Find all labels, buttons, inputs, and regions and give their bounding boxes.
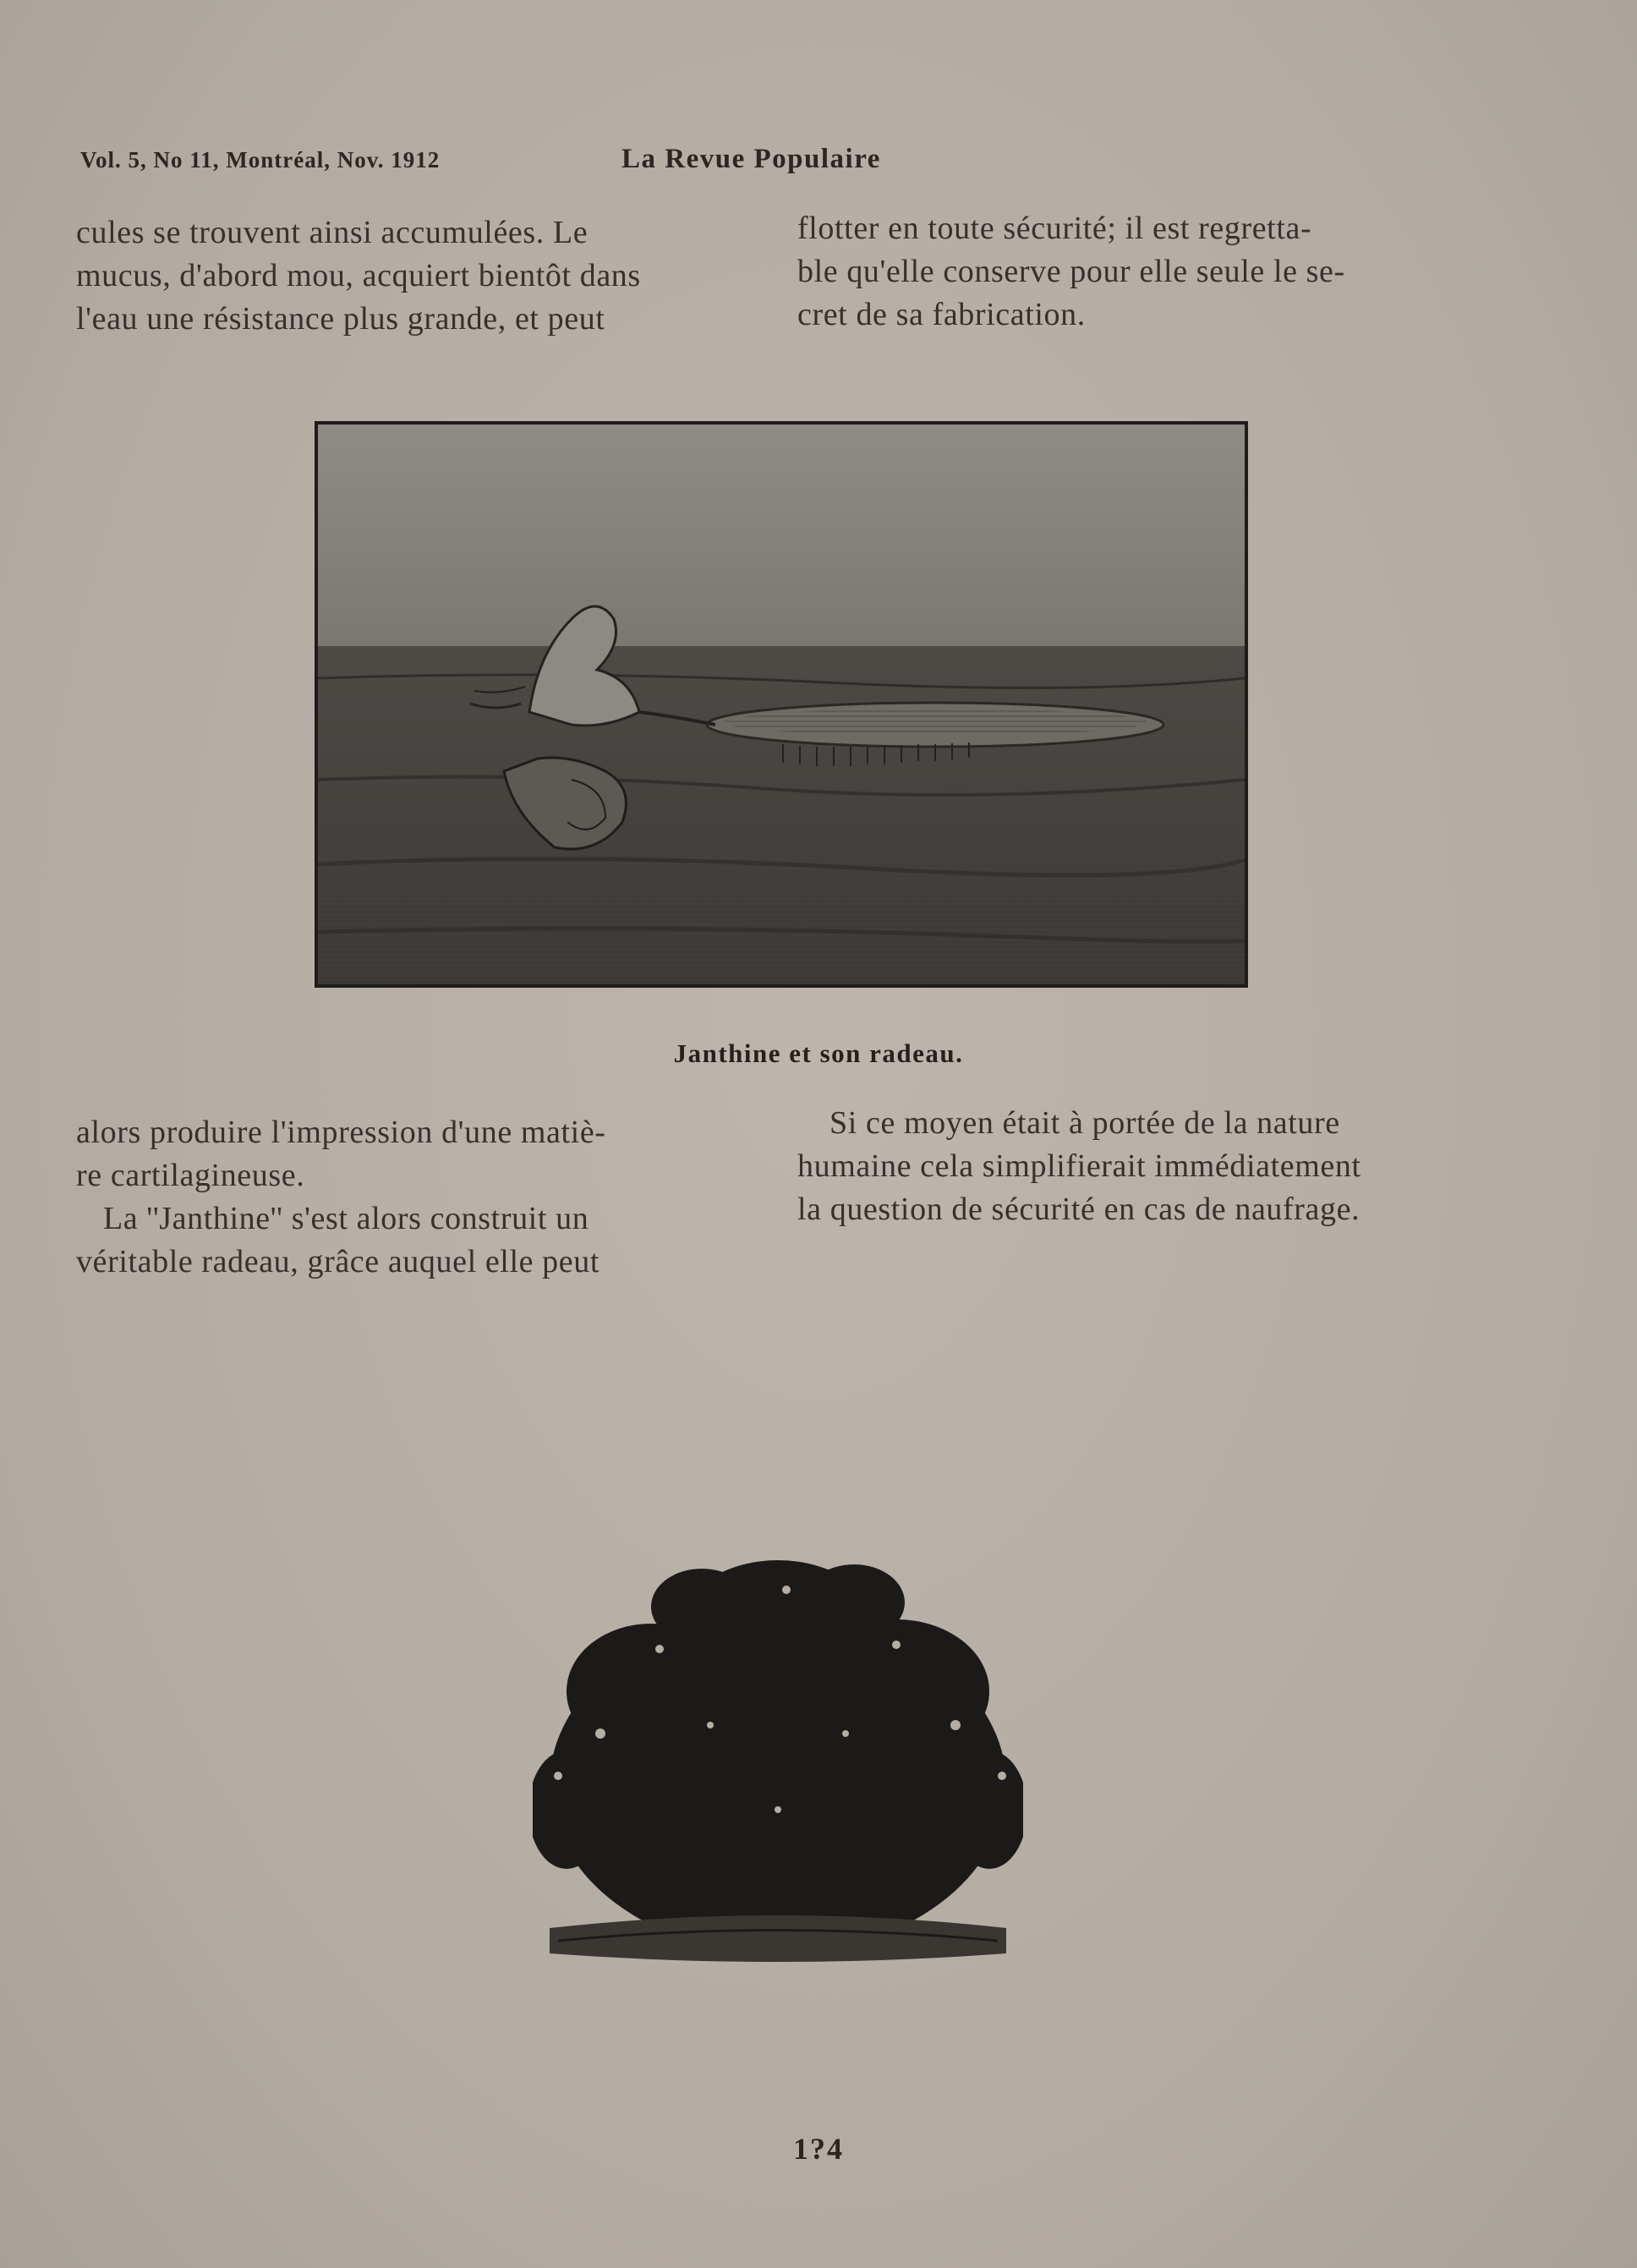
janthine-illustration <box>315 421 1248 988</box>
text-line: flotter en toute sécurité; il est regretta- <box>797 211 1312 246</box>
bottom-left-column <box>76 1111 753 1284</box>
page-header <box>80 144 926 178</box>
bush-icon <box>533 1556 1023 1970</box>
top-left-column <box>76 211 753 341</box>
text-line: l'eau une résistance plus grande, et peut <box>76 301 605 337</box>
page-number: 1?4 <box>793 2132 844 2166</box>
figure-caption: Janthine et son radeau. <box>673 1038 964 1068</box>
issue-info: Vol. 5, No 11, Montréal, Nov. 1912 <box>80 147 441 173</box>
text-line: humaine cela simplifierait immédiatement <box>797 1148 1361 1184</box>
text-line: re cartilagineuse. <box>76 1158 305 1193</box>
text-line: cret de sa fabrication. <box>797 297 1086 332</box>
text-line: La ''Janthine'' s'est alors construit un <box>103 1201 589 1236</box>
bush-vignette <box>533 1556 1023 1970</box>
text-line: mucus, d'abord mou, acquiert bientôt dans <box>76 258 641 293</box>
bottom-right-column <box>797 1102 1474 1231</box>
publication-title: La Revue Populaire <box>621 144 881 174</box>
text-line: alors produire l'impression d'une matiè- <box>76 1115 606 1150</box>
top-right-column <box>797 207 1474 337</box>
text-line: la question de sécurité en cas de naufrage. <box>797 1192 1361 1227</box>
text-line: véritable radeau, grâce auquel elle peut <box>76 1244 600 1279</box>
text-line: cules se trouvent ainsi accumulées. Le <box>76 215 589 250</box>
text-line: ble qu'elle conserve pour elle seule le se- <box>797 254 1345 289</box>
text-line: Si ce moyen était à portée de la nature <box>829 1105 1340 1141</box>
engraving-image <box>318 425 1245 984</box>
